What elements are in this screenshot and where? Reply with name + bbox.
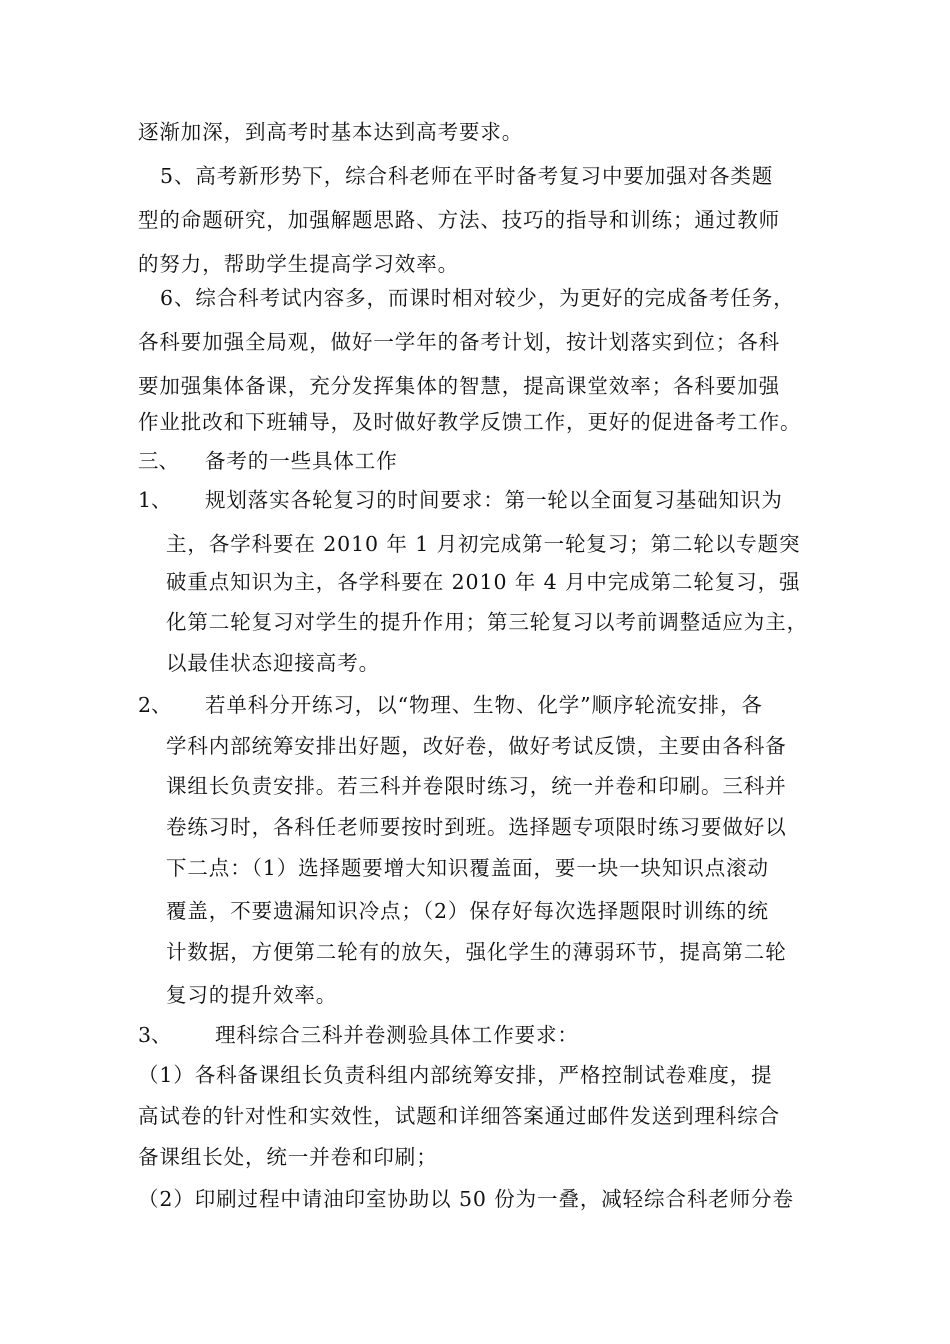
list-item-number: 2、 [138, 693, 172, 717]
paragraph-line: 的努力，帮助学生提高学习效率。 [138, 252, 459, 276]
list-item-line: 覆盖，不要遗漏知识冷点；（2）保存好每次选择题限时训练的统 [166, 899, 769, 923]
section-title: 备考的一些具体工作 [205, 449, 398, 473]
sub-item-line: （1）各科备课组长负责科组内部统筹安排，严格控制试卷难度，提 [138, 1063, 773, 1087]
paragraph-line: 型的命题研究，加强解题思路、方法、技巧的指导和训练；通过教师 [138, 208, 780, 232]
list-item-line: 复习的提升效率。 [166, 983, 338, 1007]
paragraph-line: 逐渐加深，到高考时基本达到高考要求。 [138, 120, 524, 144]
list-item-line: 学科内部统筹安排出好题，改好卷，做好考试反馈，主要由各科备 [166, 734, 787, 758]
list-item-line: 以最佳状态迎接高考。 [166, 651, 380, 675]
paragraph-line: 要加强集体备课，充分发挥集体的智慧，提高课堂效率；各科要加强 [138, 374, 780, 398]
paragraph-line: 6、综合科考试内容多，而课时相对较少，为更好的完成备考任务， [160, 286, 795, 310]
section-number: 三、 [138, 449, 179, 473]
paragraph-line: 5、高考新形势下，综合科老师在平时备考复习中要加强对各类题 [160, 164, 774, 188]
list-item-number: 3、 [138, 1023, 172, 1047]
list-item-line: 下二点：（1）选择题要增大知识覆盖面，要一块一块知识点滚动 [166, 856, 769, 880]
list-item-line: 卷练习时，各科任老师要按时到班。选择题专项限时练习要做好以 [166, 815, 787, 839]
list-item-line: 破重点知识为主，各学科要在 2010 年 4 月中完成第二轮复习，强 [166, 570, 801, 594]
sub-item-line: 高试卷的针对性和实效性，试题和详细答案通过邮件发送到理科综合 [138, 1104, 780, 1128]
list-item-title: 理科综合三科并卷测验具体工作要求： [215, 1023, 579, 1047]
paragraph-line: 各科要加强全局观，做好一学年的备考计划，按计划落实到位；各科 [138, 330, 780, 354]
sub-item-line: 备课组长处，统一并卷和印刷； [138, 1145, 438, 1169]
list-item-number: 1、 [138, 488, 172, 512]
list-item-line: 计数据，方便第二轮有的放矢，强化学生的薄弱环节，提高第二轮 [166, 940, 787, 964]
list-item-line: 规划落实各轮复习的时间要求：第一轮以全面复习基础知识为 [205, 488, 783, 512]
list-item-line: 若单科分开练习，以“物理、生物、化学”顺序轮流安排，各 [205, 693, 763, 717]
list-item-line: 主，各学科要在 2010 年 1 月初完成第一轮复习；第二轮以专题突 [166, 532, 801, 556]
list-item-line: 课组长负责安排。若三科并卷限时练习，统一并卷和印刷。三科并 [166, 774, 787, 798]
list-item-line: 化第二轮复习对学生的提升作用；第三轮复习以考前调整适应为主， [166, 610, 808, 634]
paragraph-line: 作业批改和下班辅导，及时做好教学反馈工作，更好的促进备考工作。 [138, 410, 802, 434]
sub-item-line: （2）印刷过程中请油印室协助以 50 份为一叠，减轻综合科老师分卷 [138, 1187, 794, 1211]
